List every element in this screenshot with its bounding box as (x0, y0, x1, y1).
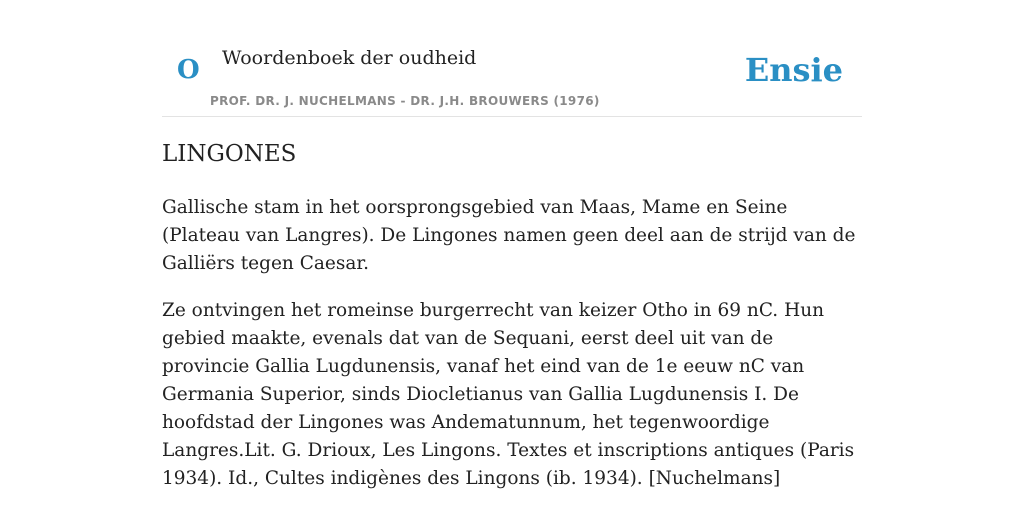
entry-title: LINGONES (162, 141, 297, 167)
dictionary-title[interactable]: Woordenboek der oudheid (222, 47, 477, 69)
index-letter[interactable]: O (177, 55, 200, 85)
dictionary-authors: PROF. DR. J. NUCHELMANS - DR. J.H. BROUWERS (1976) (210, 94, 600, 108)
entry-content (162, 136, 862, 493)
entry-paragraph: Gallische stam in het oorsprongsgebied van Maas, Mame en Seine (Plateau van Langres). De Lingones namen geen deel aan de strijd van de Galliërs tegen Caesar. (162, 197, 856, 274)
dictionary-header (162, 0, 862, 117)
entry-paragraph: Ze ontvingen het romeinse burgerrecht van keizer Otho in 69 nC. Hun gebied maakte, evenals dat van de Sequani, eerst deel uit van de provincie Gallia Lugdunensis, vanaf het eind van de 1e eeuw nC van Germania Superior, sinds Diocletianus van Gallia Lugdunensis I. De hoofdstad der Lingones was Andematunnum, het tegenwoordige Langres.Lit. G. Drioux, Les Lingons. Textes et inscriptions antiques (Paris 1934). Id., Cultes indigènes des Lingons (ib. 1934). [Nuchelmans] (162, 300, 855, 489)
ensie-logo[interactable]: Ensie (744, 51, 843, 89)
